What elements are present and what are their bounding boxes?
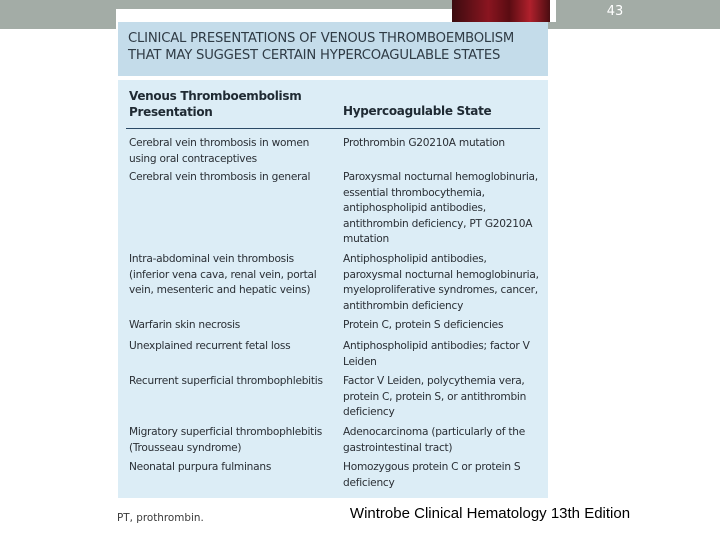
table-cell-state: Antiphospholipid antibodies, paroxysmal nocturnal hemoglobinuria, myeloproliferative syndromes, cancer, antithrombin deficiency bbox=[343, 253, 539, 312]
table-cell-presentation: Migratory superficial thrombophlebitis (Trousseau syndrome) bbox=[129, 426, 323, 454]
column-header-presentation: Venous Thromboembolism Presentation bbox=[129, 89, 302, 119]
table-title-line2: THAT MAY SUGGEST CERTAIN HYPERCOAGULABLE STATES bbox=[128, 48, 501, 63]
table-cell-presentation: Unexplained recurrent fetal loss bbox=[129, 340, 291, 352]
table-cell-presentation: Cerebral vein thrombosis in general bbox=[129, 171, 311, 183]
table-cell-state: Prothrombin G20210A mutation bbox=[343, 137, 505, 149]
table-cell-presentation: Recurrent superficial thrombophlebitis bbox=[129, 375, 323, 387]
table-footnote: PT, prothrombin. bbox=[117, 512, 204, 524]
corner-decoration bbox=[452, 0, 556, 22]
table-cell-state: Homozygous protein C or protein S deficiency bbox=[343, 461, 521, 489]
table-cell-state: Antiphospholipid antibodies; factor V Leiden bbox=[343, 340, 530, 368]
table-cell-presentation: Warfarin skin necrosis bbox=[129, 319, 241, 331]
header-divider bbox=[126, 128, 540, 129]
slide-number: 43 bbox=[606, 4, 624, 19]
table-cell-state: Factor V Leiden, polycythemia vera, protein C, protein S, or antithrombin deficiency bbox=[343, 375, 527, 419]
table-cell-state: Protein C, protein S deficiencies bbox=[343, 319, 504, 331]
table-cell-presentation: Intra-abdominal vein thrombosis (inferior vena cava, renal vein, portal vein, mesenteric and hepatic veins) bbox=[129, 253, 317, 297]
table-cell-presentation: Cerebral vein thrombosis in women using oral contraceptives bbox=[129, 137, 310, 165]
table-cell-state: Paroxysmal nocturnal hemoglobinuria, essential thrombocythemia, antiphospholipid antibodies, antithrombin deficiency, PT G20210A mutation bbox=[343, 171, 538, 246]
table-cell-presentation: Neonatal purpura fulminans bbox=[129, 461, 272, 473]
table-cell-state: Adenocarcinoma (particularly of the gastrointestinal tract) bbox=[343, 426, 526, 454]
table-title bbox=[128, 30, 543, 64]
column-header-hypercoagulable-state: Hypercoagulable State bbox=[343, 104, 492, 118]
table-title-line1: CLINICAL PRESENTATIONS OF VENOUS THROMBOEMBOLISM bbox=[128, 31, 515, 46]
source-citation: Wintrobe Clinical Hematology 13th Edition bbox=[349, 505, 631, 522]
